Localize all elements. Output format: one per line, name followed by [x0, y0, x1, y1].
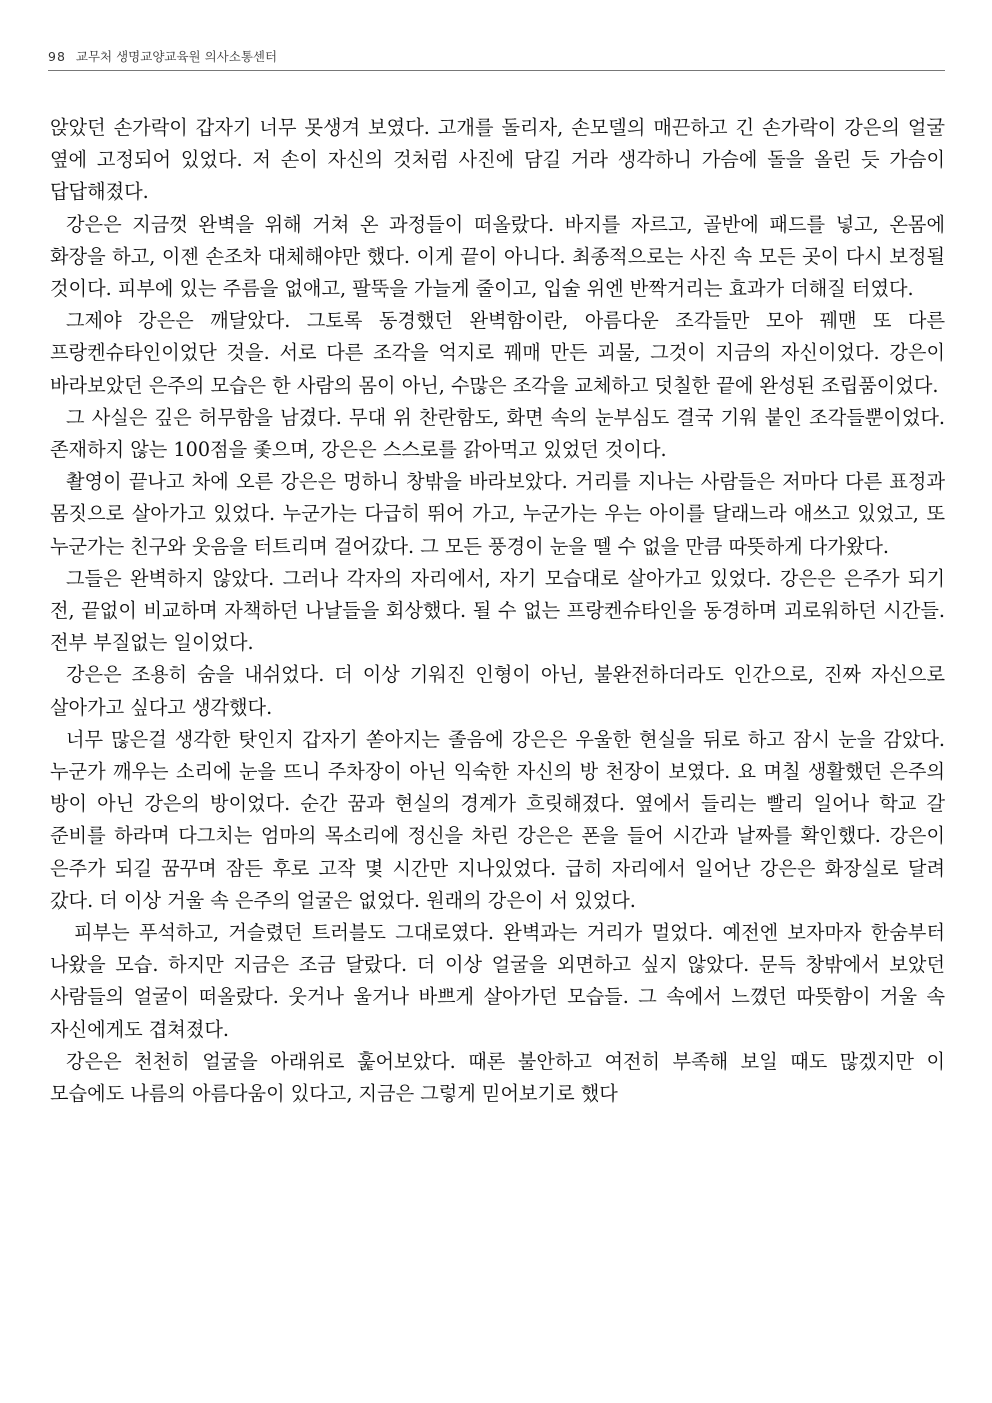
paragraph: 그들은 완벽하지 않았다. 그러나 각자의 자리에서, 자기 모습대로 살아가고 있었다. 강은은 은주가 되기 전, 끝없이 비교하며 자책하던 나날들을 회상했다. 될 수 없는 프랑켄슈타인을 동경하며 괴로워하던 시간들. 전부 부질없는 일이었다.	[50, 566, 945, 655]
body-text	[50, 112, 945, 1110]
page-number: 98	[48, 49, 66, 64]
paragraph: 앉았던 손가락이 갑자기 너무 못생겨 보였다. 고개를 돌리자, 손모델의 매끈하고 긴 손가락이 강은의 얼굴 옆에 고정되어 있었다. 저 손이 자신의 것처럼 사진에 담길 거라 생각하니 가슴에 돌을 올린 듯 가슴이 답답해졌다.	[50, 116, 945, 204]
paragraph: 그 사실은 깊은 허무함을 남겼다. 무대 위 찬란함도, 화면 속의 눈부심도 결국 기워 붙인 조각들뿐이었다. 존재하지 않는 100점을 좇으며, 강은은 스스로를 갉아먹고 있었던 것이다.	[50, 405, 945, 462]
paragraph: 강은은 조용히 숨을 내쉬었다. 더 이상 기워진 인형이 아닌, 불완전하더라도 인간으로, 진짜 자신으로 살아가고 싶다고 생각했다.	[50, 663, 945, 719]
paragraph: 너무 많은걸 생각한 탓인지 갑자기 쏟아지는 졸음에 강은은 우울한 현실을 뒤로 하고 잠시 눈을 감았다. 누군가 깨우는 소리에 눈을 뜨니 주차장이 아닌 익숙한 자신의 방 천장이 보였다. 요 며칠 생활했던 은주의 방이 아닌 강은의 방이었다. 순간 꿈과 현실의 경계가 흐릿해졌다. 옆에서 들리는 빨리 일어나 학교 갈 준비를 하라며 다그치는 엄마의 목소리에 정신을 차린 강은은 폰을 들어 시간과 날짜를 확인했다. 강은이 은주가 되길 꿈꾸며 잠든 후로 고작 몇 시간만 지나있었다. 급히 자리에서 일어난 강은은 화장실로 달려 갔다. 더 이상 거울 속 은주의 얼굴은 없었다. 원래의 강은이 서 있었다.	[50, 727, 945, 912]
header-title: 교무처 생명교양교육원 의사소통센터	[75, 49, 278, 64]
paragraph: 피부는 푸석하고, 거슬렸던 트러블도 그대로였다. 완벽과는 거리가 멀었다. 예전엔 보자마자 한숨부터 나왔을 모습. 하지만 지금은 조금 달랐다. 더 이상 얼굴을 외면하고 싶지 않았다. 문득 창밖에서 보았던 사람들의 얼굴이 떠올랐다. 웃거나 울거나 바쁘게 살아가던 모습들. 그 속에서 느꼈던 따뜻함이 거울 속 자신에게도 겹쳐졌다.	[50, 921, 945, 1041]
paragraph: 강은은 천천히 얼굴을 아래위로 훑어보았다. 때론 불안하고 여전히 부족해 보일 때도 많겠지만 이 모습에도 나름의 아름다움이 있다고, 지금은 그렇게 믿어보기로 했다	[50, 1049, 945, 1106]
paragraph: 강은은 지금껏 완벽을 위해 거쳐 온 과정들이 떠올랐다. 바지를 자르고, 골반에 패드를 넣고, 온몸에 화장을 하고, 이젠 손조차 대체해야만 했다. 이게 끝이 아니다. 최종적으로는 사진 속 모든 곳이 다시 보정될 것이다. 피부에 있는 주름을 없애고, 팔뚝을 가늘게 줄이고, 입술 위엔 반짝거리는 효과가 더해질 터였다.	[50, 212, 945, 301]
paragraph: 그제야 강은은 깨달았다. 그토록 동경했던 완벽함이란, 아름다운 조각들만 모아 꿰맨 또 다른 프랑켄슈타인이었단 것을. 서로 다른 조각을 억지로 꿰매 만든 괴물, 그것이 지금의 자신이었다. 강은이 바라보았던 은주의 모습은 한 사람의 몸이 아닌, 수많은 조각을 교체하고 덧칠한 끝에 완성된 조립품이었다.	[50, 309, 945, 397]
paragraph: 촬영이 끝나고 차에 오른 강은은 멍하니 창밖을 바라보았다. 거리를 지나는 사람들은 저마다 다른 표정과 몸짓으로 살아가고 있었다. 누군가는 다급히 뛰어 가고, 누군가는 우는 아이를 달래느라 애쓰고 있었고, 또 누군가는 친구와 웃음을 터트리며 걸어갔다. 그 모든 풍경이 눈을 뗄 수 없을 만큼 따뜻하게 다가왔다.	[50, 470, 945, 558]
page-header	[48, 48, 945, 71]
